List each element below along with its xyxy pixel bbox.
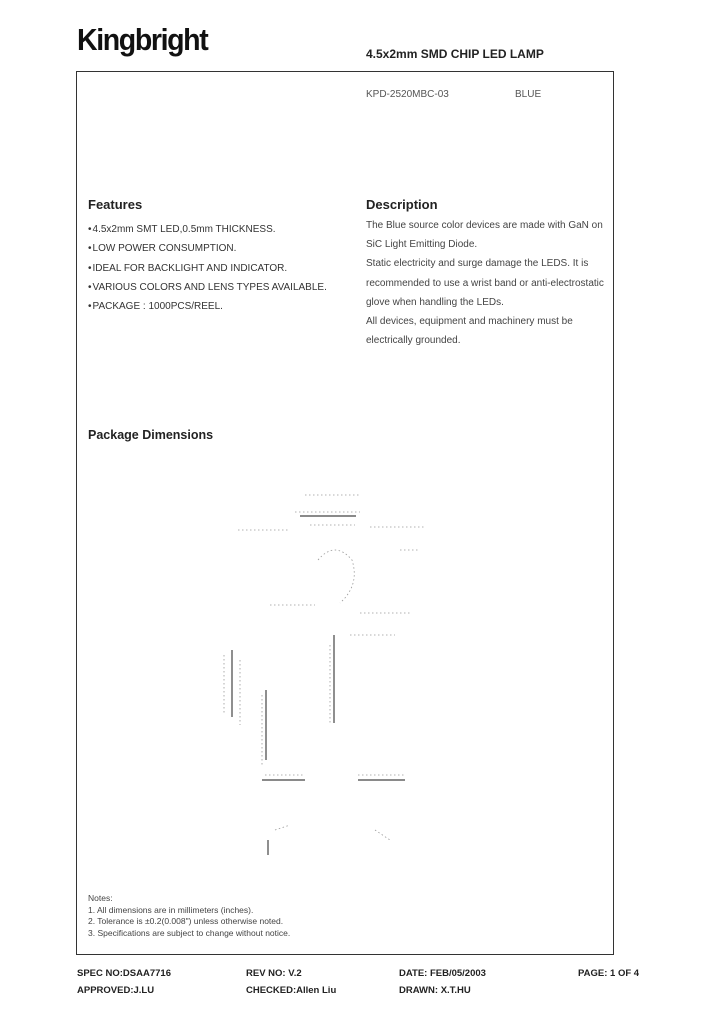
description-line: glove when handling the LEDs. xyxy=(366,296,504,308)
feature-item: • PACKAGE : 1000PCS/REEL. xyxy=(88,297,327,316)
package-dimensions-drawing xyxy=(210,485,470,865)
feature-item: • LOW POWER CONSUMPTION. xyxy=(88,239,327,258)
description-line: Static electricity and surge damage the LEDS. It is xyxy=(366,258,589,270)
description-heading: Description xyxy=(366,197,438,212)
note-item: 2. Tolerance is ±0.2(0.008") unless otherwise noted. xyxy=(88,916,284,927)
part-number: KPD-2520MBC-03 xyxy=(366,89,449,100)
description-line: recommended to use a wrist band or anti-electrostatic xyxy=(366,277,604,289)
note-item: 3. Specifications are subject to change without notice. xyxy=(88,927,291,938)
description-text xyxy=(366,216,631,350)
feature-item: • 4.5x2mm SMT LED,0.5mm THICKNESS. xyxy=(88,220,327,239)
notes-heading: Notes: xyxy=(88,893,113,903)
features-heading: Features xyxy=(88,197,143,212)
feature-item: • IDEAL FOR BACKLIGHT AND INDICATOR. xyxy=(88,259,327,278)
revision-number: REV NO: V.2 xyxy=(246,968,302,979)
description-line: The Blue source color devices are made with GaN on xyxy=(366,220,603,231)
notes-block xyxy=(88,893,290,939)
features-list xyxy=(88,220,327,316)
feature-item: • VARIOUS COLORS AND LENS TYPES AVAILABLE. xyxy=(88,278,327,297)
drawn-by: DRAWN: X.T.HU xyxy=(399,985,471,996)
date: DATE: FEB/05/2003 xyxy=(399,968,486,979)
package-dimensions-heading: Package Dimensions xyxy=(88,428,214,442)
description-line: SiC Light Emitting Diode. xyxy=(366,239,478,251)
kingbright-logo: Kingbright xyxy=(77,22,208,57)
page-number: PAGE: 1 OF 4 xyxy=(578,968,640,979)
document-title: 4.5x2mm SMD CHIP LED LAMP xyxy=(366,47,544,61)
approved-by: APPROVED:J.LU xyxy=(77,985,155,996)
description-line: All devices, equipment and machinery must be xyxy=(366,316,573,328)
note-item: 1. All dimensions are in millimeters (inches). xyxy=(88,904,254,915)
spec-number: SPEC NO:DSAA7716 xyxy=(77,968,171,979)
emitting-color: BLUE xyxy=(515,89,542,100)
description-line: electrically grounded. xyxy=(366,335,461,347)
checked-by: CHECKED:Allen Liu xyxy=(246,985,337,996)
